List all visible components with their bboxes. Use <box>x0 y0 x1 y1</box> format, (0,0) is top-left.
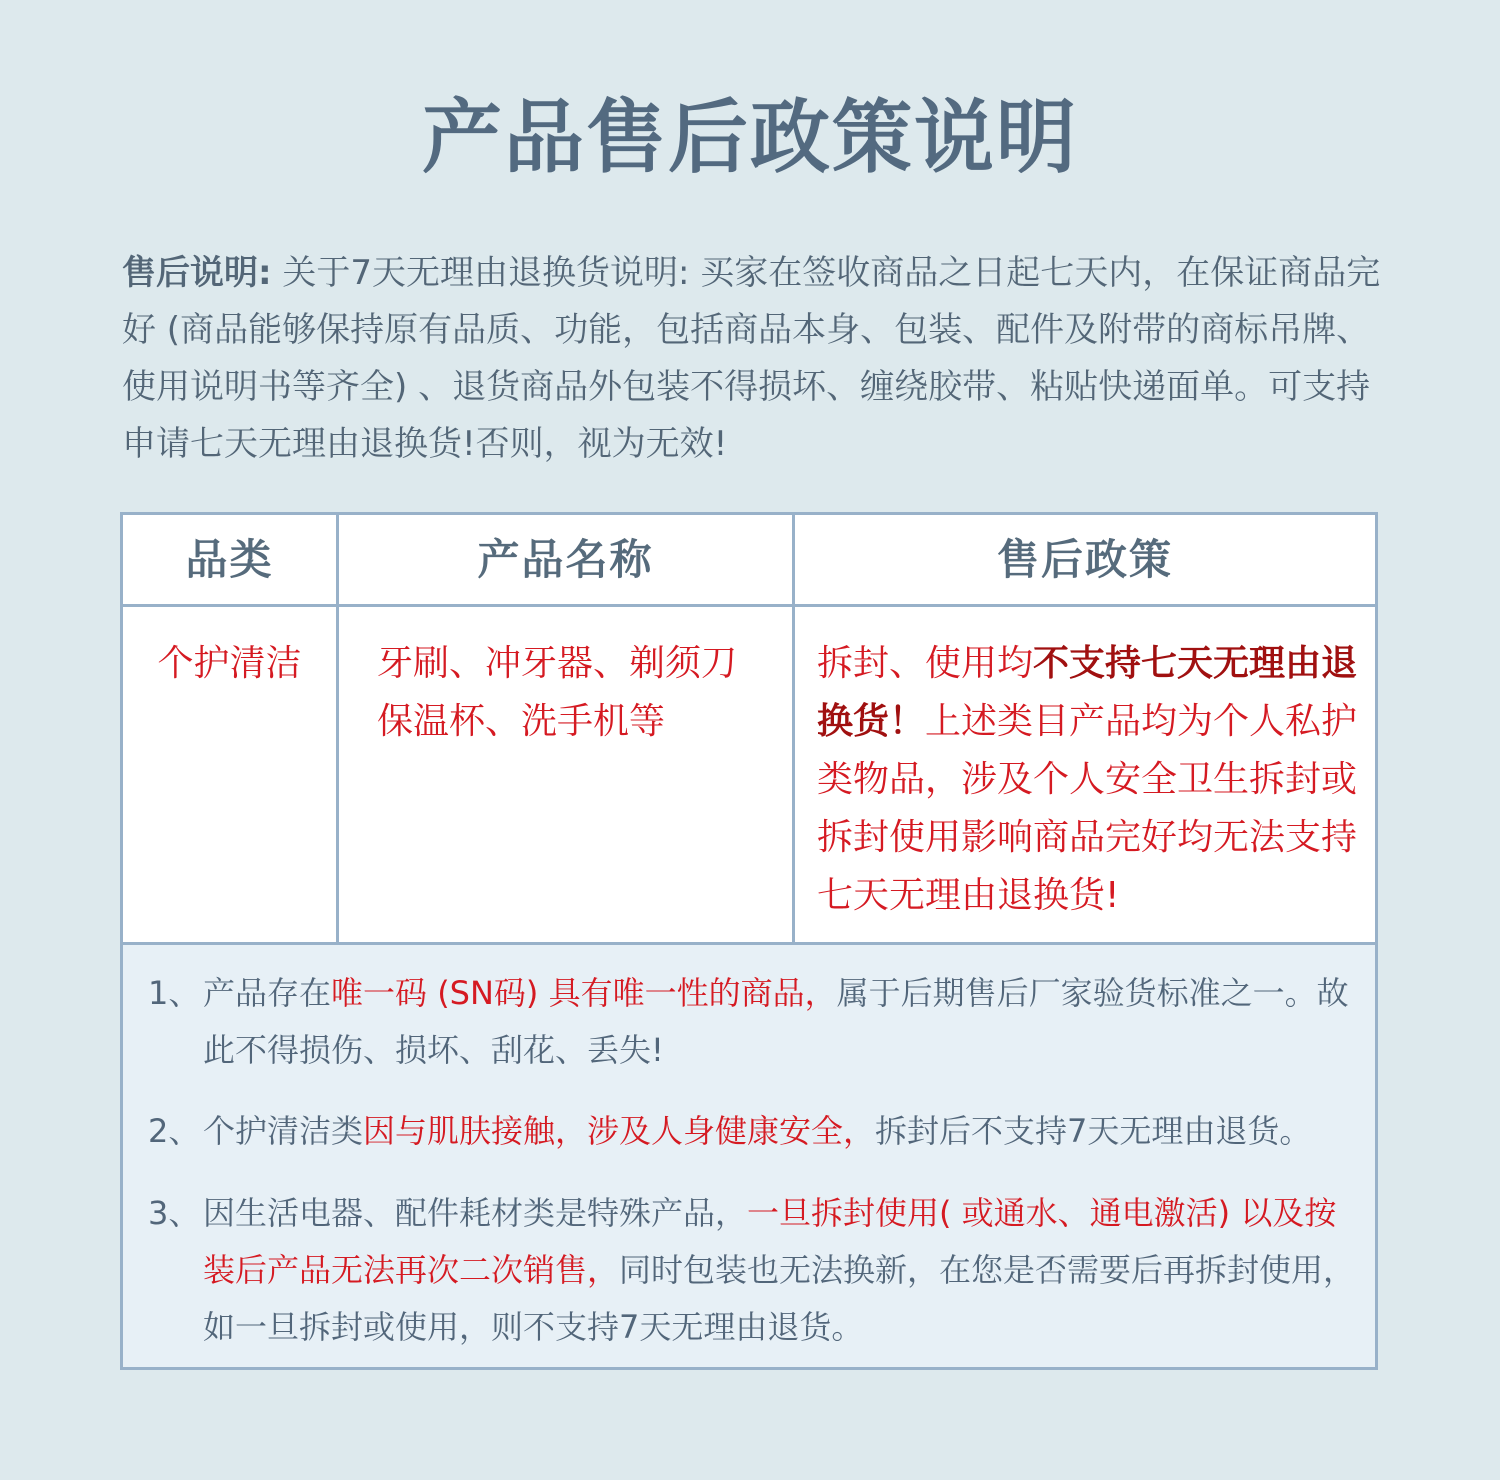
product-line-1: 牙刷、冲牙器、剃须刀 <box>377 643 738 684</box>
table-header-row <box>123 515 1375 607</box>
note-body <box>203 1103 1360 1160</box>
policy-text <box>817 635 1362 925</box>
intro-text: 关于7天无理由退换货说明: 买家在签收商品之日起七天内，在保证商品完好 (商品能够保持原有品质、功能，包括商品本身、包装、配件及附带的商标吊牌、使用说明书等齐全) 、退货商品外包装不得损坏、缠绕胶带、粘贴快递面单。可支持申请七天无理由退换货!否则，视为无效! <box>122 253 1381 464</box>
note-item <box>148 965 1360 1079</box>
intro-paragraph <box>122 245 1382 473</box>
header-policy: 售后政策 <box>996 535 1173 584</box>
product-line-2: 保温杯、洗手机等 <box>377 701 666 742</box>
policy-strong: 不支持七天无理由退换货！ <box>817 643 1358 742</box>
cell-policy <box>795 607 1375 942</box>
cell-category <box>123 607 339 942</box>
policy-normal-1: 拆封、使用均 <box>817 643 1034 684</box>
note-part: 个护清洁类 <box>203 1112 364 1150</box>
product-text <box>377 635 777 751</box>
cell-product <box>339 607 795 942</box>
note-item <box>148 1103 1360 1160</box>
note-part: 属于后期售后厂家验货标准之一。故此不得损伤、损坏、刮花、丢失! <box>203 974 1349 1069</box>
header-product: 产品名称 <box>339 515 795 604</box>
note-part-highlight: 唯一码 (SN码) 具有唯一性的商品， <box>331 974 837 1012</box>
note-part: 因生活电器、配件耗材类是特殊产品， <box>203 1194 748 1232</box>
policy-normal-2: 上述类目产品均为个人私护类物品，涉及个人安全卫生拆封或拆封使用影响商品完好均无法支持七天无理由退换货! <box>817 701 1358 916</box>
note-number: 3、 <box>148 1194 201 1232</box>
notes-section <box>123 945 1375 1367</box>
page-title: 产品售后政策说明 <box>422 91 1078 184</box>
header-category: 品类 <box>123 515 339 604</box>
note-number: 1、 <box>148 974 201 1012</box>
intro-lead: 售后说明: <box>122 253 272 293</box>
note-item <box>148 1185 1360 1356</box>
table-row <box>123 607 1375 945</box>
note-part-highlight: 一旦拆封使用( 或通水、通电激活) 以及按装后产品无法再次二次销售， <box>203 1194 1337 1289</box>
note-part-highlight: 因与肌肤接触，涉及人身健康安全， <box>363 1112 876 1150</box>
note-body <box>203 1185 1360 1356</box>
note-part: 产品存在 <box>203 974 332 1012</box>
note-number: 2、 <box>148 1112 201 1150</box>
note-body <box>203 965 1360 1079</box>
policy-table <box>120 512 1378 1370</box>
category-text: 个护清洁 <box>157 643 302 684</box>
note-part: 拆封后不支持7天无理由退货。 <box>875 1112 1312 1150</box>
note-part: 同时包装也无法换新，在您是否需要后再拆封使用，如一旦拆封或使用，则不支持7天无理由退货。 <box>203 1251 1356 1346</box>
